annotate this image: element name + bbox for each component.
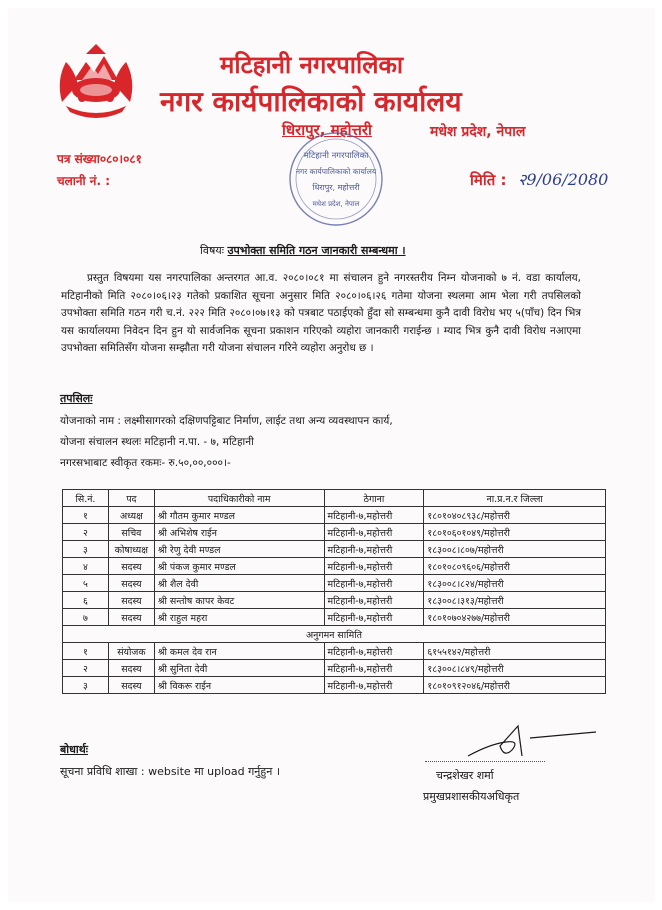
table-row	[63, 660, 606, 677]
column-header: पद	[108, 490, 154, 507]
table-cell: श्री सन्तोष कापर केवट	[154, 592, 324, 609]
table-row	[63, 592, 606, 609]
table-cell: मटिहानी-७,महोत्तरी	[324, 575, 424, 592]
table-cell: श्री राहुल महरा	[154, 609, 324, 626]
table-cell: ५	[63, 575, 109, 592]
table-row	[63, 524, 606, 541]
signatory-designation: प्रमुखप्रशासकीयअधिकृत	[423, 790, 520, 803]
table-cell: सदस्य	[108, 660, 154, 677]
details-heading: तपसिलः	[60, 392, 93, 405]
seal-line-3: धिरापुर, महोत्तरी	[312, 183, 360, 192]
table-subheading-row	[63, 626, 606, 643]
subject-line	[200, 243, 406, 258]
table-cell: ७	[63, 609, 109, 626]
table-cell: मटिहानी-७,महोत्तरी	[324, 507, 424, 524]
table-cell: सदस्य	[108, 558, 154, 575]
table-row	[63, 677, 606, 694]
office-name: नगर कार्यपालिकाको कार्यालय	[160, 85, 462, 118]
table-cell: मटिहानी-७,महोत्तरी	[324, 558, 424, 575]
table-row	[63, 507, 606, 524]
table-row	[63, 541, 606, 558]
signatory-name: चन्द्रशेखर शर्मा	[436, 769, 494, 782]
table-cell: श्री सुनिता देवी	[154, 660, 324, 677]
seal-line-4: मधेश प्रदेश, नेपाल	[312, 200, 360, 208]
table-row	[63, 558, 606, 575]
table-cell: मटिहानी-७,महोत्तरी	[324, 643, 424, 660]
table-cell: ३	[63, 541, 109, 558]
table-cell: ४	[63, 558, 109, 575]
committee-table	[62, 489, 606, 694]
date-value: २9/06/2080	[518, 170, 609, 189]
reference-number: पत्र संख्या०८०।०८१	[57, 152, 142, 166]
table-cell: सदस्य	[108, 677, 154, 694]
table-cell: १८३००८।८०७/महोत्तरी	[424, 541, 606, 558]
table-cell: मटिहानी-७,महोत्तरी	[324, 609, 424, 626]
table-cell: २	[63, 524, 109, 541]
table-cell: १८०१०८०९६०६/महोत्तरी	[424, 558, 606, 575]
subject-label: विषयः	[200, 244, 224, 257]
seal-line-1: मटिहानी नगरपालिका	[303, 151, 369, 161]
table-cell: श्री रेणु देवी मण्डल	[154, 541, 324, 558]
table-cell: श्री शैल देवी	[154, 575, 324, 592]
cc-line: सूचना प्रविधि शाखा : website मा upload गर्नुहुन ।	[60, 765, 280, 778]
table-cell: सदस्य	[108, 609, 154, 626]
nepal-emblem-icon	[52, 40, 140, 122]
table-row	[63, 575, 606, 592]
office-province: मधेश प्रदेश, नेपाल	[430, 124, 526, 140]
table-cell: सचिव	[108, 524, 154, 541]
table-cell: ३	[63, 677, 109, 694]
table-cell: १	[63, 507, 109, 524]
table-cell: १८३००८।३१३/महोत्तरी	[424, 592, 606, 609]
table-cell: श्री कमल देव रान	[154, 643, 324, 660]
approved-amount: नगरसभाबाट स्वीकृत रकमः- रु.५०,००,०००।-	[60, 457, 231, 469]
table-cell: संयोजक	[108, 643, 154, 660]
table-cell: कोषाध्यक्ष	[108, 541, 154, 558]
scheme-location: योजना संचालन स्थलः मटिहानी न.पा. - ७, मटिहानी	[60, 436, 254, 448]
scheme-name: योजनाको नाम : लक्ष्मीसागरको दक्षिणपट्टिबाट निर्माण, लाईट तथा अन्य व्यवस्थापन कार्य,	[60, 415, 393, 427]
table-cell: सदस्य	[108, 592, 154, 609]
office-seal-icon	[282, 128, 390, 230]
table-cell: १८०१०९१२०४६/महोत्तरी	[424, 677, 606, 694]
signature-line	[425, 761, 545, 762]
table-cell: सदस्य	[108, 575, 154, 592]
table-cell: १	[63, 643, 109, 660]
table-cell: श्री विकरू राईन	[154, 677, 324, 694]
table-cell: १८०१०६०१०४९/महोत्तरी	[424, 524, 606, 541]
table-cell: १८३००८।८२४/महोत्तरी	[424, 575, 606, 592]
date-label: मिति :	[470, 171, 507, 189]
table-cell: मटिहानी-७,महोत्तरी	[324, 660, 424, 677]
table-cell: १८०१०४०८९३८/महोत्तरी	[424, 507, 606, 524]
table-row	[63, 609, 606, 626]
table-cell: ६१५५१४२/महोत्तरी	[424, 643, 606, 660]
table-row	[63, 643, 606, 660]
column-header: सि.नं.	[63, 490, 109, 507]
table-cell: मटिहानी-७,महोत्तरी	[324, 524, 424, 541]
table-cell: १८०१०७०४२७७/महोत्तरी	[424, 609, 606, 626]
column-header: ना.प्र.न.र जिल्ला	[424, 490, 606, 507]
column-header: पदाधिकारीको नाम	[154, 490, 324, 507]
seal-line-2: नगर कार्यपालिकाको कार्यालय	[295, 167, 377, 176]
dispatch-number: चलानी नं. :	[57, 174, 111, 188]
office-location: धिरापुर, महोत्तरी	[282, 121, 372, 139]
body-paragraph: प्रस्तुत विषयमा यस नगरपालिका अन्तरगत आ.व. २०८०।०८१ मा संचालन हुने नगरस्तरीय निम्न योजनाको ७ नं. वडा कार्यालय, मटिहानीको मिति २०८०।०६।२३ गतेको प्रकाशित सूचना अनुसार मिति २०८०।०६।२६ गतेमा योजना स्थलमा आम भेला गरी तपसिलको उपभोक्ता समिति गठन गरी च.नं. २२२ मिति २०८०।०७।१३ को पत्रबाट पठाईएको हुँदा सो सम्बन्धमा कुनै दावी विरोध भए ५(पाँच) दिन भित्र यस कार्यालयमा निवेदन दिन हुन यो सार्वजनिक सूचना प्रकाशन गरिएको व्यहोरा जानकारी गराईन्छ । म्याद भित्र कुनै दावी विरोध नआएमा उपभोक्ता समितिसँग योजना सम्झौता गरी योजना संचालन गरिने व्यहोरा अनुरोध छ ।	[61, 272, 581, 355]
table-cell: मटिहानी-७,महोत्तरी	[324, 677, 424, 694]
table-cell: श्री गौतम कुमार मण्डल	[154, 507, 324, 524]
table-cell: अध्यक्ष	[108, 507, 154, 524]
column-header: ठेगाना	[324, 490, 424, 507]
table-cell: मटिहानी-७,महोत्तरी	[324, 592, 424, 609]
cc-heading: बोधार्थः	[60, 743, 88, 756]
table-cell: २	[63, 660, 109, 677]
table-cell: मटिहानी-७,महोत्तरी	[324, 541, 424, 558]
table-header-row	[63, 490, 606, 507]
subject-text: उपभोक्ता समिति गठन जानकारी सम्बन्धमा ।	[227, 244, 406, 257]
signature-icon	[460, 716, 600, 766]
table-cell: ६	[63, 592, 109, 609]
table-cell: १८३००८।८४९/महोत्तरी	[424, 660, 606, 677]
municipality-name: मटिहानी नगरपालिका	[220, 51, 404, 79]
monitoring-committee-heading: अनुगमन सामिति	[63, 626, 606, 643]
table-cell: श्री अभिशेष राईन	[154, 524, 324, 541]
table-cell: श्री पंकज कुमार मण्डल	[154, 558, 324, 575]
